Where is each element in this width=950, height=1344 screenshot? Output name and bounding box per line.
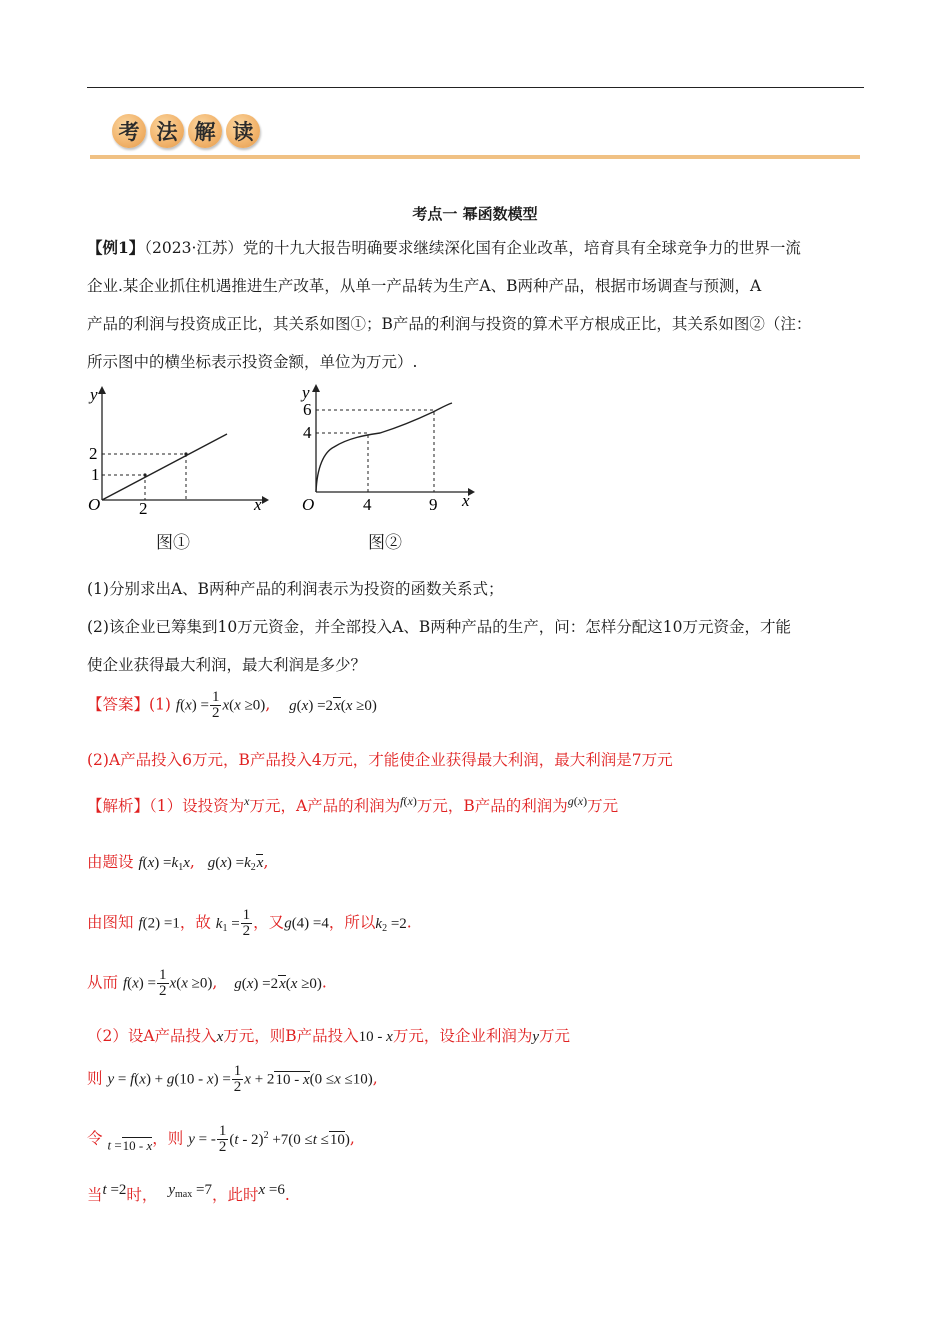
analysis-line-8: 当t =2时， $y_{max} =7$，此时x =6.: [87, 1182, 290, 1204]
fig1-line: [102, 434, 227, 500]
banner-char-3: 解: [188, 114, 222, 148]
analysis-l3d: ，所以: [328, 913, 376, 932]
analysis-l4: 从而: [87, 973, 119, 992]
analysis-line-2: 由题设 $f(x) =k_1x$, $g(x) =k_2x$,: [87, 853, 269, 873]
question-1: (1)分别求出A、B两种产品的利润表示为投资的函数关系式；: [87, 580, 504, 598]
questions: [87, 570, 867, 684]
figure-2-caption: 图②: [368, 533, 402, 553]
fig1-y-label: y: [90, 385, 98, 404]
banner-underline: [90, 155, 860, 159]
question-2-line-2: 使企业获得最大利润，最大利润是多少？: [87, 656, 367, 674]
fig2-curve: [316, 403, 452, 492]
figure-2-graph: [296, 382, 486, 522]
fig2-xtick-9: 9: [429, 495, 438, 514]
fig2-ytick-6: 6: [303, 400, 312, 419]
analysis-l8b: 时，: [126, 1186, 158, 1204]
figure-1-graph: [82, 382, 272, 522]
analysis-l1d: 万元: [587, 797, 619, 815]
answer-part-2: (2)A产品投入6万元，B产品投入4万元，才能使企业获得最大利润，最大利润是7万元: [87, 751, 673, 769]
analysis-l7b: ，则: [152, 1129, 184, 1148]
banner-char-4: 读: [226, 114, 260, 148]
fig2-y-arrow-icon: [312, 384, 320, 392]
analysis-l1b: 万元，A产品的利润为: [249, 797, 401, 815]
analysis-line-5: （2）设A产品投入x万元，则B产品投入10 - x万元，设企业利润为y万元: [87, 1027, 571, 1045]
fig2-xtick-4: 4: [363, 495, 372, 514]
fig2-ytick-4: 4: [303, 423, 312, 442]
analysis-l6: 则: [87, 1069, 103, 1088]
analysis-l2: 由题设: [87, 853, 134, 871]
analysis-l3a: 由图知: [87, 913, 134, 932]
example-problem: [87, 229, 867, 381]
analysis-l8c: ，此时: [211, 1186, 259, 1204]
fig1-point-1: [143, 473, 146, 476]
analysis-line-3: 由图知 f(2) =1，故 $k_1$ = $\frac{1}{2}$ ，又g(4) =4，所以$k_2 =2$.: [87, 907, 412, 939]
example-text-1: 党的十九大报告明确要求继续深化国有企业改革，培育具有全球竞争力的世界一流: [242, 239, 801, 257]
fig1-ytick-2: 2: [89, 444, 98, 463]
analysis-l7a: 令: [87, 1129, 103, 1148]
fig1-origin: O: [88, 495, 101, 514]
analysis-label: 【解析】: [87, 797, 150, 815]
fig2-guide-2: [316, 410, 434, 492]
analysis-l3c: ，又: [253, 913, 285, 932]
fig2-x-label: x: [462, 491, 470, 510]
banner-char-2: 法: [150, 114, 184, 148]
analysis-l3b: ，故: [179, 913, 211, 932]
analysis-l5b: 万元，则B产品投入: [223, 1027, 359, 1045]
example-source: （2023·江苏）: [144, 239, 243, 257]
analysis-l5d: 万元: [539, 1027, 571, 1045]
analysis-l5a: （2）设A产品投入: [87, 1027, 217, 1045]
section-banner: [90, 112, 860, 160]
analysis-line-6: 则 y = f(x) + g(10 - x) = $\frac{1}{2}$ x + 210 - x(0 ≤x ≤10),: [87, 1063, 378, 1095]
fig2-origin: O: [302, 495, 315, 514]
answer-label: 【答案】: [87, 695, 150, 714]
fig1-x-label: x: [254, 495, 262, 514]
example-line-3: 产品的利润与投资成正比，其关系如图①；B产品的利润与投资的算术平方根成正比，其关系如图②（注：: [87, 315, 812, 333]
example-line-1: [87, 229, 867, 267]
question-2-line-1: (2)该企业已筹集到10万元资金，并全部投入A、B两种产品的生产，问：怎样分配这10万元资金，才能: [87, 618, 791, 636]
analysis-line-7: 令 $_{t =10 - x}$，则 y = - $\frac{1}{2}$ (t - 2)$^2$ +7(0 ≤t ≤10),: [87, 1123, 355, 1155]
analysis-line-4: 从而 f(x) = $\frac{1}{2}$ x(x ≥0), g(x) =2x(x ≥0).: [87, 967, 327, 999]
analysis-l5c: 万元，设企业利润为: [392, 1027, 533, 1045]
fig1-x-arrow-icon: [262, 496, 269, 504]
figure-1-caption: 图①: [156, 533, 190, 553]
fig1-y-arrow-icon: [98, 386, 106, 394]
example-line-2: 企业.某企业抓住机遇推进生产改革，从单一产品转为生产A、B两种产品，根据市场调查与预测，A: [87, 277, 762, 295]
analysis-line-1: 【解析】（1）设投资为$^x$万元，A产品的利润为$^{f(x)}$万元，B产品的利润为$^{g(x)}$万元: [87, 794, 619, 815]
example-label: 【例1】: [87, 238, 145, 257]
answer-part1-prefix: (1): [149, 695, 171, 714]
top-rule: [87, 87, 864, 88]
answer-line-1: 【答案】(1) f(x) = $\frac{1}{2}$ x(x ≥0), g(x) =2x(x ≥0): [87, 689, 377, 721]
fig2-guide-1: [316, 433, 368, 492]
analysis-l1a: （1）设投资为: [149, 797, 245, 815]
example-line-4: 所示图中的横坐标表示投资金额，单位为万元）.: [87, 353, 418, 371]
fig1-point-2: [184, 452, 187, 455]
fig1-xtick-2: 2: [139, 499, 148, 518]
analysis-l1c: 万元，B产品的利润为: [416, 797, 568, 815]
banner-char-1: 考: [112, 114, 146, 148]
fig2-y-label: y: [302, 383, 310, 402]
analysis-l8a: 当: [87, 1186, 103, 1204]
section-title: 考点一 幂函数模型: [412, 205, 538, 223]
fig1-ytick-1: 1: [91, 465, 100, 484]
